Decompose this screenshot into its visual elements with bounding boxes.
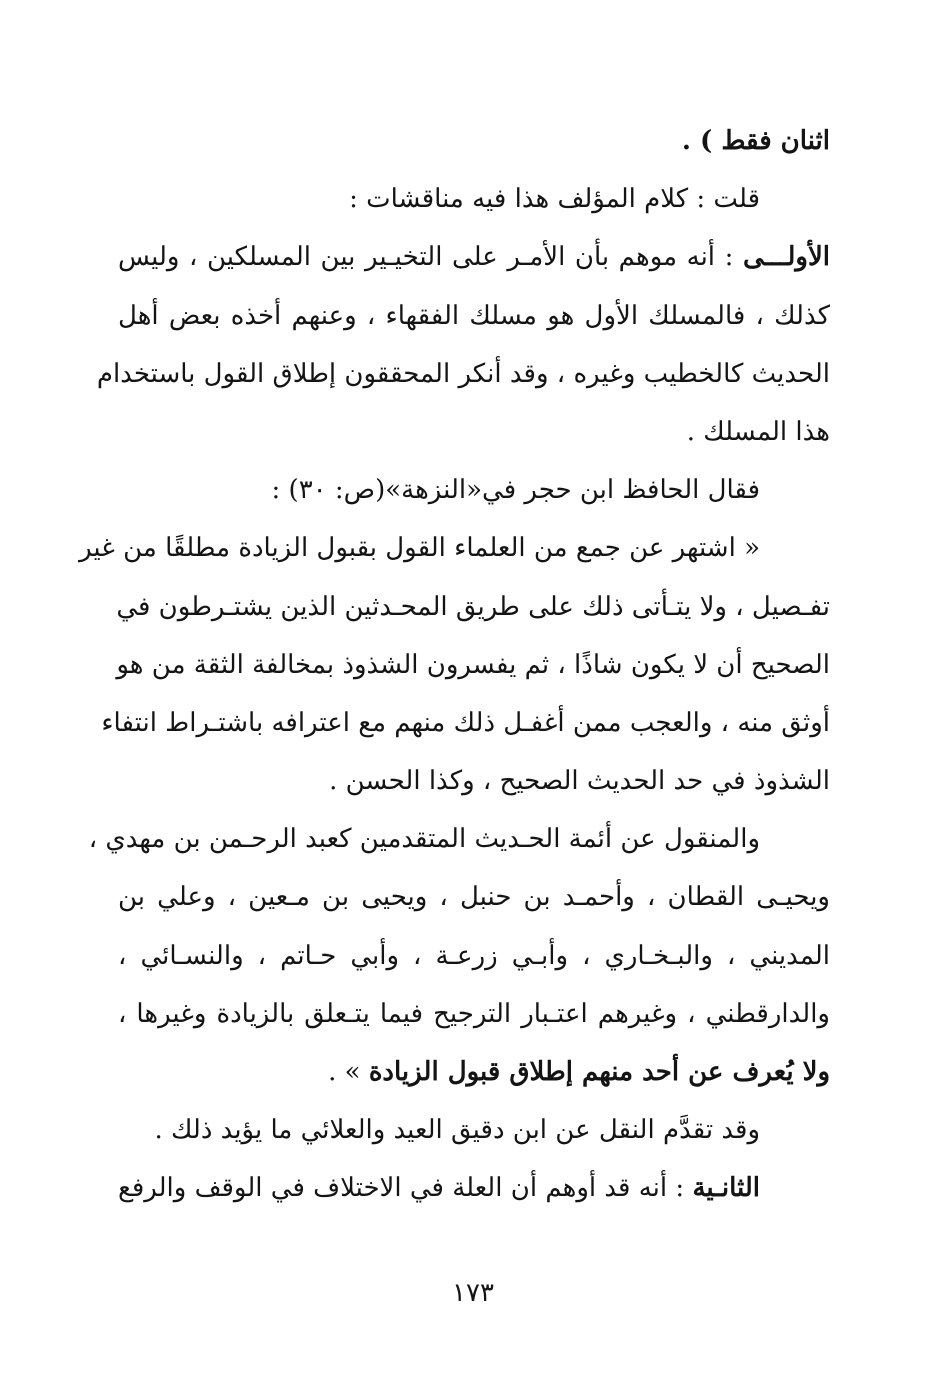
text-line bbox=[118, 578, 830, 636]
text-line bbox=[118, 112, 830, 170]
text-line bbox=[118, 985, 830, 1043]
text-line bbox=[79, 519, 830, 577]
text-segment: والدارقطني ، وغيرهم اعتـبار الترجيح فيما يتـعلق بالزيادة وغيرها ، bbox=[118, 998, 830, 1029]
text-line bbox=[118, 1101, 830, 1159]
page-number: ١٧٣ bbox=[452, 1278, 494, 1308]
text-segment: : أنه موهم بأن الأمـر على التخيـير بين المسلكين ، وليس bbox=[118, 242, 743, 273]
text-segment: ويحيـى القطان ، وأحمـد بن حنبل ، ويحيى بن مـعين ، وعلي بن bbox=[118, 882, 830, 913]
body-text bbox=[79, 112, 830, 1218]
text-segment: أوثق منه ، والعجب ممن أغفـل ذلك منهم مع اعترافه باشتـراط انتفاء bbox=[101, 707, 830, 738]
text-segment: » . bbox=[328, 1057, 369, 1087]
text-line bbox=[118, 868, 830, 926]
text-segment: : أنه قد أوهم أن العلة في الاختلاف في الوقف والرفع bbox=[118, 1173, 693, 1204]
text-segment: الصحيح أن لا يكون شاذًا ، ثم يفسرون الشذوذ بمخالفة الثقة من هو bbox=[116, 649, 830, 680]
text-line bbox=[118, 403, 830, 461]
text-segment: المديني ، والبـخـاري ، وأبـي زرعـة ، وأبي حـاتم ، والنسـائي ، bbox=[118, 940, 830, 971]
text-line bbox=[118, 1043, 830, 1101]
text-segment: هذا المسلك . bbox=[686, 416, 830, 447]
text-segment: الشذوذ في حد الحديث الصحيح ، وكذا الحسن . bbox=[329, 766, 830, 797]
text-segment: قلت : كلام المؤلف هذا فيه مناقشات : bbox=[349, 184, 760, 215]
text-line bbox=[118, 170, 830, 228]
text-segment: « اشتهر عن جمع من العلماء القول بقبول الزيادة مطلقًا من غير bbox=[79, 533, 760, 564]
bold-text-segment: الثانـية bbox=[692, 1173, 760, 1204]
text-segment: تفـصيل ، ولا يتـأتى ذلك على طريق المحـدثين الذين يشتـرطون في bbox=[116, 591, 830, 622]
text-line bbox=[96, 345, 830, 403]
text-line bbox=[118, 752, 830, 810]
text-line bbox=[118, 927, 830, 985]
bold-text-segment: الأولـــى bbox=[742, 242, 830, 273]
text-segment: فقال الحافظ ابن حجر في«النزهة»(ص: ٣٠) : bbox=[271, 475, 760, 506]
text-line bbox=[118, 1159, 830, 1217]
text-line bbox=[118, 636, 830, 694]
text-segment: كذلك ، فالمسلك الأول هو مسلك الفقهاء ، وعنهم أخذه بعض أهل bbox=[118, 300, 830, 331]
bold-text-segment: ولا يُعرف عن أحد منهم إطلاق قبول الزيادة bbox=[368, 1057, 830, 1087]
text-line bbox=[118, 228, 830, 286]
bold-text-segment: اثنان فقط ) . bbox=[681, 126, 830, 156]
text-line bbox=[118, 461, 830, 519]
text-line bbox=[101, 694, 830, 752]
text-segment: والمنقول عن أئمة الحـديث المتقدمين كعبد الرحـمن بن مهدي ، bbox=[88, 824, 760, 855]
text-line bbox=[88, 810, 830, 868]
text-segment: الحديث كالخطيب وغيره ، وقد أنكر المحققون إطلاق القول باستخدام bbox=[96, 358, 830, 389]
text-line bbox=[118, 287, 830, 345]
text-segment: وقد تقدَّم النقل عن ابن دقيق العيد والعلائي ما يؤيد ذلك . bbox=[154, 1115, 760, 1146]
